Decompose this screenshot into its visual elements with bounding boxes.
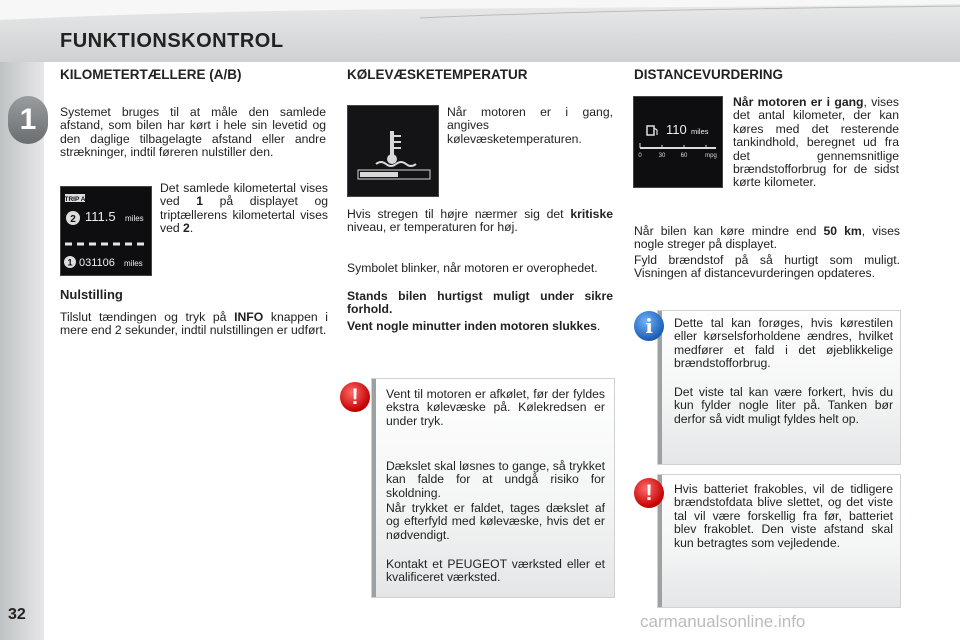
- coolant-engine-on: Når motoren er i gang, angives kølevæsketemperaturen.: [447, 105, 613, 146]
- warning-icon-2: !: [634, 478, 664, 508]
- coolant-warning-p1: Vent til motoren er afkølet, før der fyldes ekstra kølevæske på. Kølekredsen er under tryk.: [386, 387, 605, 428]
- odo-unit: miles: [124, 259, 143, 268]
- range-unit: miles: [691, 127, 709, 136]
- scale-tick-1: 30: [658, 153, 666, 159]
- page-title: FUNKTIONSKONTROL: [60, 30, 284, 52]
- range-display-graphic: [634, 97, 722, 187]
- range-engine-on: Når motoren er i gang, vises det antal kilometer, der kan køres med det resterende tankindhold, beregnet ud fra det gennemsnitlige brændstofforbrug for de sidst kørte kilometer.: [733, 95, 900, 190]
- coolant-temp-icon: [348, 106, 438, 196]
- heading-coolant: KØLEVÆSKETEMPERATUR: [347, 67, 528, 82]
- coolant-stop: Stands bilen hurtigst muligt under sikre forhold.: [347, 289, 613, 317]
- reset-heading: Nulstilling: [60, 287, 123, 302]
- coolant-blink: Symbolet blinker, når motoren er overophedet.: [347, 261, 598, 275]
- range-info-p2: Det viste tal kan være forkert, hvis du kun fylder nogle liter på. Tanken bør derfor så vidt muligt fyldes helt op.: [674, 385, 893, 426]
- range-display: [633, 96, 723, 188]
- chapter-tab: 1: [8, 96, 48, 144]
- heading-range: DISTANCEVURDERING: [634, 67, 784, 82]
- odometer-display-graphic: [61, 187, 151, 275]
- range-refuel: Fyld brændstof på så hurtigt som muligt. Visningen af distancevurderingen opdateres.: [634, 253, 900, 281]
- range-less: Når bilen kan køre mindre end 50 km, vises nogle streger på displayet.: [634, 224, 901, 252]
- coolant-warning-p4: Kontakt et PEUGEOT værksted eller et kvalificeret værksted.: [386, 557, 605, 585]
- scale-tick-2: 60: [680, 153, 688, 159]
- coolant-display: [347, 105, 439, 197]
- range-warning-p1: Hvis batteriet frakobles, vil de tidligere brændstofdata blive slettet, og det viste tal vil være forskellig fra før, batteriet blev frakoblet. Den viste afstand skal kun betragtes som vejledende.: [674, 482, 893, 550]
- info-icon: i: [634, 311, 664, 341]
- fuel-pump-icon: [647, 126, 654, 135]
- trip-value: 111.5: [85, 209, 116, 224]
- odo-value: 031106: [79, 257, 115, 269]
- marker-2: 2: [70, 214, 76, 225]
- watermark: carmanualsonline.info: [640, 612, 806, 631]
- heading-odometer: KILOMETERTÆLLERE (A/B): [60, 67, 242, 82]
- marker-1: 1: [67, 257, 73, 268]
- scale-tick-0: 0: [638, 153, 642, 159]
- chapter-sidebar: [0, 62, 44, 640]
- range-value: 110: [666, 122, 687, 137]
- coolant-wait: Vent nogle minutter inden motoren slukkes.: [347, 319, 601, 333]
- range-info-p1: Dette tal kan forøges, hvis kørestilen eller kørselsforholdene ændres, hvilket medfører et fald i det øjeblikkelige brændstofforbrug.: [674, 316, 893, 371]
- warning-icon: !: [340, 382, 370, 412]
- trip-unit: miles: [125, 214, 144, 223]
- coolant-warning-p2: Dækslet skal løsnes to gange, så trykket kan falde for at undgå risiko for skoldning.: [386, 459, 605, 500]
- trip-label: TRIP A: [64, 196, 86, 203]
- odometer-desc: Det samlede kilometertal vises ved 1 på displayet og triptællerens kilometertal vises ved 2.: [160, 181, 329, 236]
- odometer-intro: Systemet bruges til at måle den samlede afstand, som bilen har kørt i hele sin levetid og den daglige tilbagelagte afstand eller andre strækninger, indtil føreren nulstiller den.: [60, 105, 326, 160]
- coolant-warning-p3: Når trykket er faldet, tages dækslet af og efterfyld med kølevæske, hvis det er nødvendigt.: [386, 501, 605, 542]
- reset-text: Tilslut tændingen og tryk på INFO knappen i mere end 2 sekunder, indtil nulstillingen er udført.: [60, 310, 328, 338]
- odometer-display: [60, 186, 152, 276]
- page-number: 32: [8, 606, 26, 623]
- scale-tick-3: mpg: [705, 153, 717, 159]
- coolant-critical: Hvis stregen til højre nærmer sig det kritiske niveau, er temperaturen for høj.: [347, 207, 613, 235]
